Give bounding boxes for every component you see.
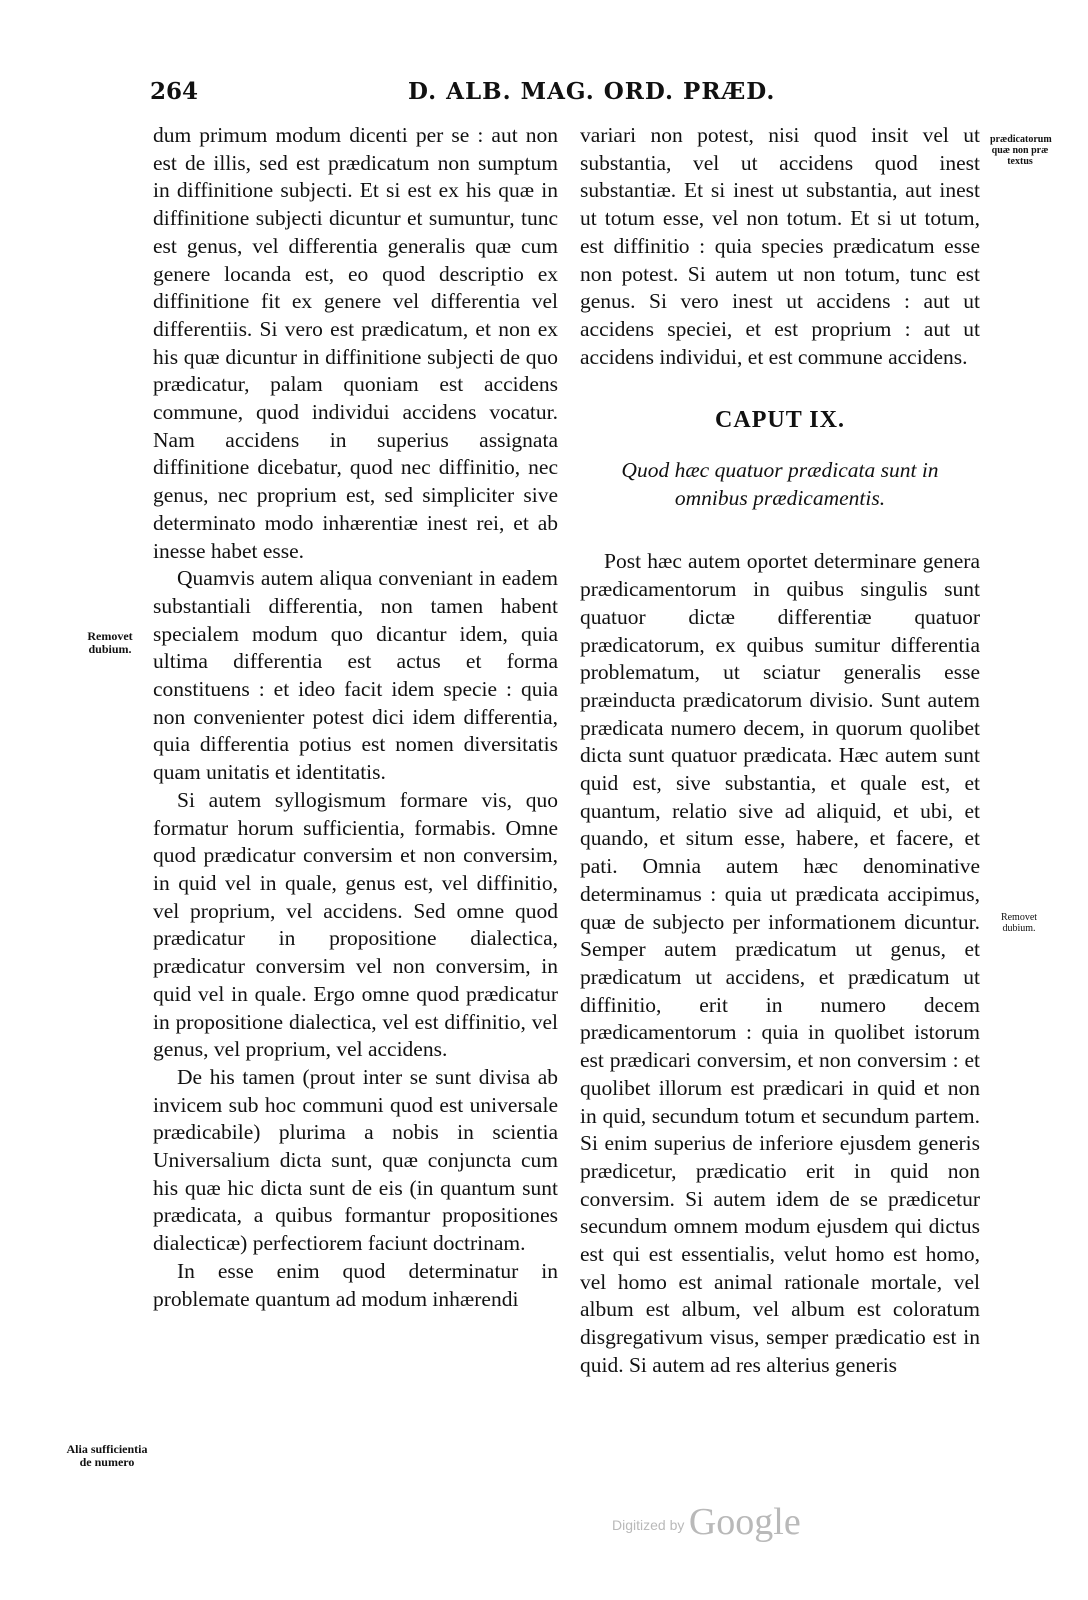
paragraph: Post hæc autem oportet determinare genera prædicamentorum in quibus singulis sunt quatuor dictæ differentiæ quatuor prædicatorum, ex quibus sumitur differentia problematum, ut sciatur generalis esse præinducta prædicatorum divisio. Sunt autem prædicata numero decem, in quorum quolibet dicta sunt quatuor prædicata. Hæc autem sunt quid est, sive substantia, et quale est, et quantum, relatio sive ad aliquid, et ubi, et quando, et situm esse, habere, et facere, et pati. Omnia autem hæc denominative determinamus : quia ut prædicata accipimus, quæ de subjecto per informationem dicuntur. Semper autem prædicatum ut genus, et prædicatum ut accidens, et prædicatum ut diffinitio, erit in numero decem prædicamentorum : quia in quolibet istorum est prædicari conversim, et non conversim : et quolibet illorum est prædicari in quid et non in quid, secundum totum et secundum partem. Si enim superius de inferiore ejusdem generis prædicetur, prædicatio erit in quid non conversim. Si autem idem de se prædicetur secundum omnem modum ejusdem qui dictus est qui est essentialis, velut homo est homo, vel homo est animal rationale mortale, vel album est album, vel album est coloratum disgregativum visus, semper prædicatio est in quid. Si autem ad res alterius generis	[580, 549, 980, 1377]
paragraph: In esse enim quod determinatur in problemate quantum ad modum inhærendi	[153, 1258, 558, 1311]
chapter-subtitle-line: omnibus prædicamentis.	[674, 485, 886, 510]
chapter-subtitle-line: Quod hæc quatuor prædicata sunt in	[621, 458, 939, 483]
paragraph: dum primum modum dicenti per se : aut non est de illis, sed est prædicatum non sumptum in diffinitione subjecti. Et si est ex his quæ in diffinitione subjecti dicuntur et sumuntur, tunc est genus, vel differentia generalis quæ cum genere locanda est, eo quod descriptio ex diffinitione fit ex genere vel differentia vel differentiis. Si vero est prædicatum, et non ex his quæ dicuntur in diffinitione subjecti de quo prædicatur, palam quoniam est accidens commune, quod individui accidens vocatur. Nam accidens in superius assignata diffinitione dicebatur, quod nec diffinitio, nec genus, nec proprium est, sed simpliciter sive determinato modo inhærentiæ inest rei, et ab inesse habet esse.	[153, 123, 558, 563]
margin-note-right-2: Removet dubium.	[1000, 912, 1038, 934]
margin-note-left-1: Removet dubium.	[87, 629, 133, 656]
chapter-heading: CAPUT IX.	[715, 407, 845, 434]
paragraph: De his tamen (prout inter se sunt divisa ab invicem sub hoc communi quod est universale prædicabile) plurima a nobis in scientia Universalium dicta sunt, quæ conjuncta cum his quæ hic dicta sunt de eis (in quantum sunt prædicata, a quibus formantur propositiones dialecticæ) perfectiorem faciunt doctrinam.	[153, 1064, 558, 1256]
paragraph: Quamvis autem aliqua conveniant in eadem substantiali differentia, non tamen habent specialem modum quo dicantur idem, quia ultima differentia est actus et forma constituens : et ideo facit idem specie : quia non convenienter potest dici idem differentia, quia differentia potius est nomen diversitatis quam unitatis et identitatis.	[153, 566, 558, 785]
running-title: D. ALB. MAG. ORD. PRÆD.	[408, 78, 776, 105]
paragraph: variari non potest, nisi quod insit vel ut substantia, vel ut accidens quod inest substantiæ. Et si inest ut substantia, aut inest ut totum esse, vel non totum. Et si ut totum, est diffinitio : quia species prædicatum esse non potest. Si autem ut non totum, tunc est genus. Si vero inest ut accidens : aut ut accidens speciei, et est proprium : aut ut accidens individui, et est commune accidens.	[580, 123, 980, 369]
watermark-small: Digitized by	[612, 1517, 685, 1533]
watermark-logo: Google	[688, 1501, 801, 1543]
margin-note-left-2: Alia sufficientia de numero	[66, 1442, 148, 1469]
left-column	[153, 122, 558, 1313]
digitized-watermark	[612, 1500, 801, 1544]
margin-note-right-1: prædicatorum quæ non præ textus	[990, 134, 1052, 167]
paragraph: Si autem syllogismum formare vis, quo formatur horum sufficientia, formabis. Omne quod prædicatur conversim et non conversim, in quid vel in quale, genus est, vel diffinitio, vel proprium, vel accidens. Sed omne quod prædicatur in propositione dialectica, prædicatur conversim vel non conversim, in quid vel in quale. Ergo omne quod prædicatur in propositione dialectica, vel est diffinitio, vel genus, vel proprium, vel accidens.	[153, 787, 558, 1062]
right-column	[580, 122, 980, 1380]
chapter-subtitle	[580, 457, 980, 512]
page-number: 264	[150, 78, 199, 105]
